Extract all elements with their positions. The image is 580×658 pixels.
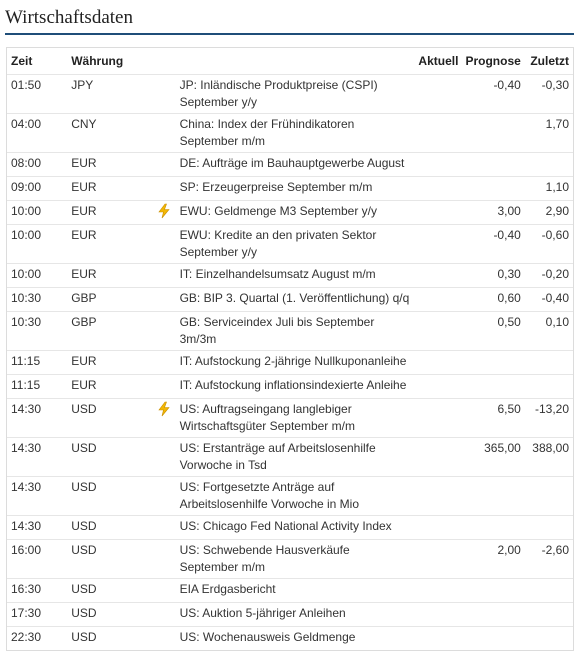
table-row [7,603,573,627]
cell-prognose: 6,50 [461,399,525,438]
cell-event: China: Index der Frühindikatoren September m/m [176,114,415,153]
cell-aktuell [414,201,460,225]
cell-waehrung: USD [61,516,151,540]
cell-aktuell [414,177,460,201]
cell-icon [152,477,176,516]
cell-icon [152,288,176,312]
cell-aktuell [414,312,460,351]
cell-icon [152,114,176,153]
cell-zeit: 10:00 [7,201,61,225]
cell-event: IT: Aufstockung 2-jährige Nullkuponanleihe [176,351,415,375]
cell-zuletzt: -0,20 [525,264,573,288]
cell-waehrung: USD [61,399,151,438]
cell-waehrung: CNY [61,114,151,153]
cell-icon [152,627,176,651]
table-row [7,438,573,477]
cell-zuletzt: -0,60 [525,225,573,264]
cell-prognose: 0,30 [461,264,525,288]
cell-zeit: 16:30 [7,579,61,603]
cell-event: US: Erstanträge auf Arbeitslosenhilfe Vorwoche in Tsd [176,438,415,477]
cell-prognose: 0,60 [461,288,525,312]
cell-aktuell [414,153,460,177]
cell-aktuell [414,225,460,264]
cell-prognose: 0,50 [461,312,525,351]
cell-icon [152,579,176,603]
table-row [7,153,573,177]
page-header [5,6,574,35]
column-header-aktuell: Aktuell [418,54,459,68]
cell-event: EWU: Kredite an den privaten Sektor September y/y [176,225,415,264]
column-header-event [176,48,415,75]
table-row [7,579,573,603]
cell-waehrung: USD [61,627,151,651]
cell-waehrung: EUR [61,351,151,375]
cell-zuletzt: 0,10 [525,312,573,351]
cell-icon [152,603,176,627]
cell-zuletzt [525,153,573,177]
cell-zuletzt [525,351,573,375]
cell-aktuell [414,399,460,438]
table-row [7,540,573,579]
column-header-prognose: Prognose [465,54,521,68]
cell-zeit: 10:00 [7,225,61,264]
table-row [7,312,573,351]
cell-zuletzt: -2,60 [525,540,573,579]
cell-prognose: 3,00 [461,201,525,225]
cell-prognose: 2,00 [461,540,525,579]
cell-event: US: Fortgesetzte Anträge auf Arbeitslosenhilfe Vorwoche in Mio [176,477,415,516]
cell-waehrung: EUR [61,375,151,399]
cell-event: US: Chicago Fed National Activity Index [176,516,415,540]
table-row [7,351,573,375]
cell-zeit: 10:30 [7,312,61,351]
table-row [7,264,573,288]
cell-icon [152,540,176,579]
table-row [7,375,573,399]
table-row [7,201,573,225]
cell-zuletzt: -0,40 [525,288,573,312]
cell-aktuell [414,516,460,540]
cell-zeit: 09:00 [7,177,61,201]
cell-icon [152,351,176,375]
cell-aktuell [414,603,460,627]
cell-aktuell [414,75,460,114]
cell-prognose [461,477,525,516]
cell-aktuell [414,540,460,579]
economic-data-table [7,48,573,650]
cell-aktuell [414,288,460,312]
cell-zuletzt [525,516,573,540]
cell-zuletzt [525,603,573,627]
lightning-icon [156,203,172,219]
cell-waehrung: USD [61,603,151,627]
cell-zuletzt: -13,20 [525,399,573,438]
cell-icon [152,153,176,177]
table-row [7,477,573,516]
cell-event: US: Wochenausweis Geldmenge [176,627,415,651]
cell-prognose [461,375,525,399]
cell-zeit: 14:30 [7,477,61,516]
economic-calendar [6,47,574,651]
cell-aktuell [414,375,460,399]
cell-zuletzt [525,375,573,399]
cell-zeit: 22:30 [7,627,61,651]
cell-zeit: 01:50 [7,75,61,114]
table-header-row [7,48,573,75]
cell-waehrung: USD [61,438,151,477]
cell-prognose [461,177,525,201]
cell-icon [152,177,176,201]
column-header-zuletzt: Zuletzt [530,54,569,68]
table-row [7,399,573,438]
cell-icon [152,399,176,438]
cell-zeit: 10:30 [7,288,61,312]
column-header-icon [152,48,176,75]
cell-waehrung: EUR [61,264,151,288]
column-header-zeit: Zeit [11,54,33,68]
cell-waehrung: EUR [61,201,151,225]
cell-waehrung: USD [61,477,151,516]
cell-aktuell [414,627,460,651]
cell-aktuell [414,579,460,603]
cell-zuletzt: 2,90 [525,201,573,225]
table-row [7,177,573,201]
cell-zeit: 14:30 [7,438,61,477]
cell-icon [152,516,176,540]
table-row [7,75,573,114]
cell-aktuell [414,477,460,516]
cell-event: SP: Erzeugerpreise September m/m [176,177,415,201]
cell-zuletzt [525,477,573,516]
cell-prognose [461,603,525,627]
cell-prognose [461,627,525,651]
cell-event: IT: Aufstockung inflationsindexierte Anleihe [176,375,415,399]
table-row [7,516,573,540]
cell-zuletzt: 388,00 [525,438,573,477]
cell-zeit: 14:30 [7,399,61,438]
cell-event: JP: Inländische Produktpreise (CSPI) September y/y [176,75,415,114]
cell-aktuell [414,438,460,477]
cell-zeit: 17:30 [7,603,61,627]
cell-zuletzt [525,579,573,603]
cell-zeit: 14:30 [7,516,61,540]
cell-zuletzt: 1,70 [525,114,573,153]
cell-prognose [461,114,525,153]
column-header-waehrung: Währung [71,54,124,68]
cell-zeit: 16:00 [7,540,61,579]
cell-prognose: -0,40 [461,75,525,114]
cell-aktuell [414,351,460,375]
cell-prognose [461,579,525,603]
cell-waehrung: USD [61,579,151,603]
cell-event: US: Auktion 5-jähriger Anleihen [176,603,415,627]
table-row [7,627,573,651]
cell-event: EIA Erdgasbericht [176,579,415,603]
cell-icon [152,438,176,477]
cell-zeit: 08:00 [7,153,61,177]
lightning-icon [156,401,172,417]
cell-event: EWU: Geldmenge M3 September y/y [176,201,415,225]
cell-prognose [461,516,525,540]
cell-waehrung: EUR [61,153,151,177]
table-row [7,114,573,153]
cell-zuletzt [525,627,573,651]
cell-waehrung: JPY [61,75,151,114]
cell-event: GB: Serviceindex Juli bis September 3m/3m [176,312,415,351]
cell-waehrung: GBP [61,312,151,351]
cell-event: DE: Aufträge im Bauhauptgewerbe August [176,153,415,177]
cell-icon [152,75,176,114]
cell-prognose [461,351,525,375]
cell-icon [152,312,176,351]
cell-zeit: 10:00 [7,264,61,288]
page-title: Wirtschaftsdaten [5,7,133,28]
table-row [7,288,573,312]
cell-prognose: 365,00 [461,438,525,477]
table-row [7,225,573,264]
cell-event: US: Auftragseingang langlebiger Wirtschaftsgüter September m/m [176,399,415,438]
cell-icon [152,264,176,288]
cell-event: US: Schwebende Hausverkäufe September m/m [176,540,415,579]
cell-icon [152,201,176,225]
cell-zeit: 04:00 [7,114,61,153]
cell-zuletzt: -0,30 [525,75,573,114]
cell-icon [152,225,176,264]
cell-waehrung: EUR [61,177,151,201]
cell-waehrung: USD [61,540,151,579]
cell-icon [152,375,176,399]
cell-event: IT: Einzelhandelsumsatz August m/m [176,264,415,288]
cell-event: GB: BIP 3. Quartal (1. Veröffentlichung) q/q [176,288,415,312]
cell-aktuell [414,114,460,153]
cell-waehrung: EUR [61,225,151,264]
cell-prognose: -0,40 [461,225,525,264]
cell-zeit: 11:15 [7,351,61,375]
cell-zeit: 11:15 [7,375,61,399]
cell-prognose [461,153,525,177]
cell-zuletzt: 1,10 [525,177,573,201]
cell-aktuell [414,264,460,288]
cell-waehrung: GBP [61,288,151,312]
